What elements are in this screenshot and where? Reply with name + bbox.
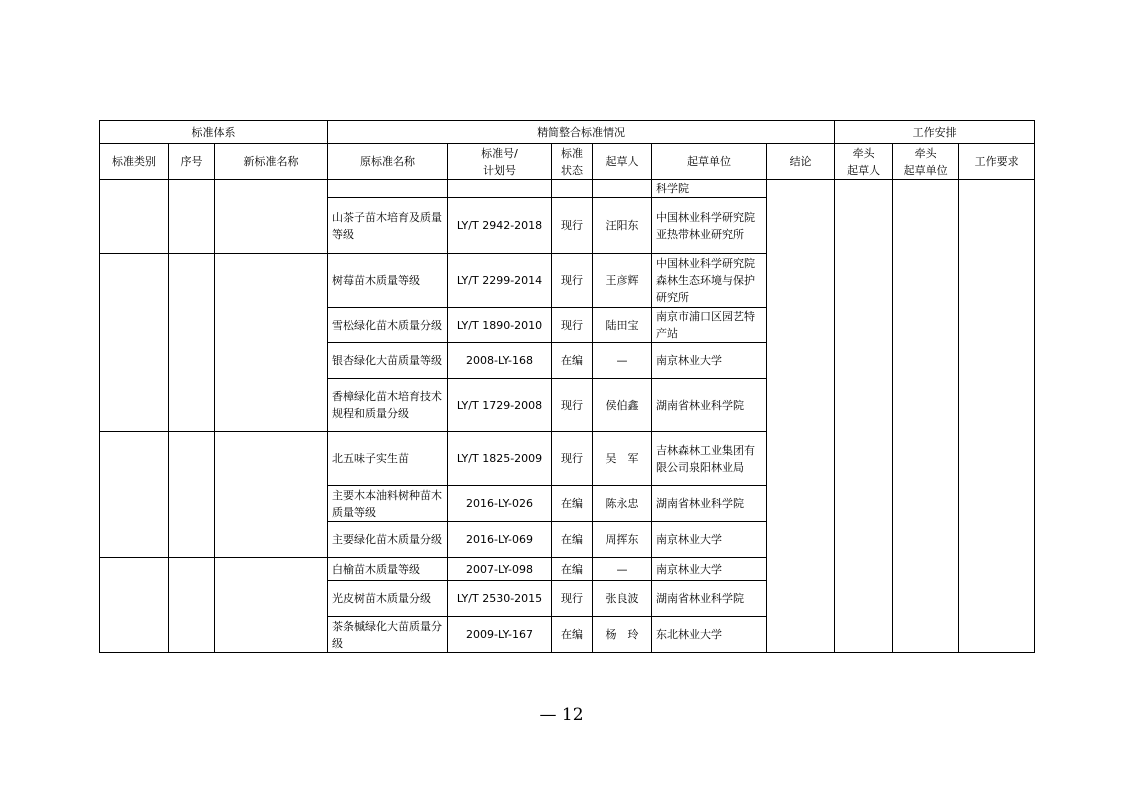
- header-drafter: 起草人: [593, 144, 652, 180]
- status-cell: 在编: [552, 558, 593, 581]
- unit-cell: 东北林业大学: [652, 617, 767, 653]
- drafter-cell: —: [593, 343, 652, 379]
- status-cell: 在编: [552, 343, 593, 379]
- header-status: 标准 状态: [552, 144, 593, 180]
- std-no-cell: 2016-LY-069: [448, 522, 552, 558]
- group-header-work: 工作安排: [835, 121, 1035, 144]
- conclusion-cell: [767, 180, 835, 653]
- orig-name-cell: 山茶子苗木培育及质量等级: [328, 198, 448, 254]
- unit-cell: 吉林森林工业集团有限公司泉阳林业局: [652, 432, 767, 486]
- std-no-cell: LY/T 1825-2009: [448, 432, 552, 486]
- orig-name-cell: 茶条槭绿化大苗质量分级: [328, 617, 448, 653]
- unit-cell: 中国林业科学研究院亚热带林业研究所: [652, 198, 767, 254]
- std-no-cell: 2009-LY-167: [448, 617, 552, 653]
- std-no-cell: [448, 180, 552, 198]
- orig-name-cell: 光皮树苗木质量分级: [328, 581, 448, 617]
- orig-name-cell: 北五味子实生苗: [328, 432, 448, 486]
- unit-cell: 科学院: [652, 180, 767, 198]
- status-cell: [552, 180, 593, 198]
- status-cell: 现行: [552, 581, 593, 617]
- category-cell: [100, 180, 169, 254]
- drafter-cell: 陈永忠: [593, 486, 652, 522]
- std-no-cell: 2007-LY-098: [448, 558, 552, 581]
- header-requirement: 工作要求: [959, 144, 1035, 180]
- category-cell: [100, 432, 169, 558]
- status-cell: 在编: [552, 617, 593, 653]
- group-header-system: 标准体系: [100, 121, 328, 144]
- lead-drafter-cell: [835, 180, 893, 653]
- drafter-cell: 周挥东: [593, 522, 652, 558]
- unit-cell: 南京林业大学: [652, 343, 767, 379]
- status-cell: 现行: [552, 308, 593, 343]
- drafter-cell: 陆田宝: [593, 308, 652, 343]
- drafter-cell: 侯伯鑫: [593, 379, 652, 432]
- seq-cell: [169, 558, 215, 653]
- header-lead-unit: 牵头 起草单位: [893, 144, 959, 180]
- header-conclusion: 结论: [767, 144, 835, 180]
- new-name-cell: [215, 254, 328, 432]
- unit-cell: 湖南省林业科学院: [652, 486, 767, 522]
- orig-name-cell: 树莓苗木质量等级: [328, 254, 448, 308]
- table-row: [100, 180, 1035, 198]
- lead-unit-cell: [893, 180, 959, 653]
- status-cell: 现行: [552, 432, 593, 486]
- drafter-cell: —: [593, 558, 652, 581]
- new-name-cell: [215, 180, 328, 254]
- seq-cell: [169, 180, 215, 254]
- status-cell: 现行: [552, 198, 593, 254]
- unit-cell: 中国林业科学研究院森林生态环境与保护研究所: [652, 254, 767, 308]
- unit-cell: 南京林业大学: [652, 522, 767, 558]
- drafter-cell: 汪阳东: [593, 198, 652, 254]
- seq-cell: [169, 432, 215, 558]
- header-unit: 起草单位: [652, 144, 767, 180]
- std-no-cell: LY/T 1729-2008: [448, 379, 552, 432]
- status-cell: 现行: [552, 379, 593, 432]
- std-no-cell: 2016-LY-026: [448, 486, 552, 522]
- orig-name-cell: 雪松绿化苗木质量分级: [328, 308, 448, 343]
- drafter-cell: 张良波: [593, 581, 652, 617]
- header-category: 标准类别: [100, 144, 169, 180]
- new-name-cell: [215, 432, 328, 558]
- header-std-no: 标准号/ 计划号: [448, 144, 552, 180]
- orig-name-cell: 白榆苗木质量等级: [328, 558, 448, 581]
- unit-cell: 南京林业大学: [652, 558, 767, 581]
- unit-cell: 湖南省林业科学院: [652, 581, 767, 617]
- header-orig-name: 原标准名称: [328, 144, 448, 180]
- new-name-cell: [215, 558, 328, 653]
- std-no-cell: LY/T 2942-2018: [448, 198, 552, 254]
- orig-name-cell: 主要绿化苗木质量分级: [328, 522, 448, 558]
- drafter-cell: [593, 180, 652, 198]
- std-no-cell: 2008-LY-168: [448, 343, 552, 379]
- header-new-name: 新标准名称: [215, 144, 328, 180]
- status-cell: 现行: [552, 254, 593, 308]
- orig-name-cell: [328, 180, 448, 198]
- drafter-cell: 杨 玲: [593, 617, 652, 653]
- status-cell: 在编: [552, 522, 593, 558]
- std-no-cell: LY/T 2299-2014: [448, 254, 552, 308]
- orig-name-cell: 主要木本油料树种苗木质量等级: [328, 486, 448, 522]
- header-seq: 序号: [169, 144, 215, 180]
- unit-cell: 湖南省林业科学院: [652, 379, 767, 432]
- header-lead-drafter: 牵头 起草人: [835, 144, 893, 180]
- std-no-cell: LY/T 1890-2010: [448, 308, 552, 343]
- orig-name-cell: 银杏绿化大苗质量等级: [328, 343, 448, 379]
- group-header-summary: 精简整合标准情况: [328, 121, 835, 144]
- drafter-cell: 吴 军: [593, 432, 652, 486]
- standards-table: [99, 120, 1035, 653]
- requirement-cell: [959, 180, 1035, 653]
- seq-cell: [169, 254, 215, 432]
- drafter-cell: 王彦辉: [593, 254, 652, 308]
- category-cell: [100, 254, 169, 432]
- category-cell: [100, 558, 169, 653]
- std-no-cell: LY/T 2530-2015: [448, 581, 552, 617]
- unit-cell: 南京市浦口区园艺特产站: [652, 308, 767, 343]
- page-number: — 12: [539, 705, 584, 725]
- status-cell: 在编: [552, 486, 593, 522]
- orig-name-cell: 香樟绿化苗木培育技术规程和质量分级: [328, 379, 448, 432]
